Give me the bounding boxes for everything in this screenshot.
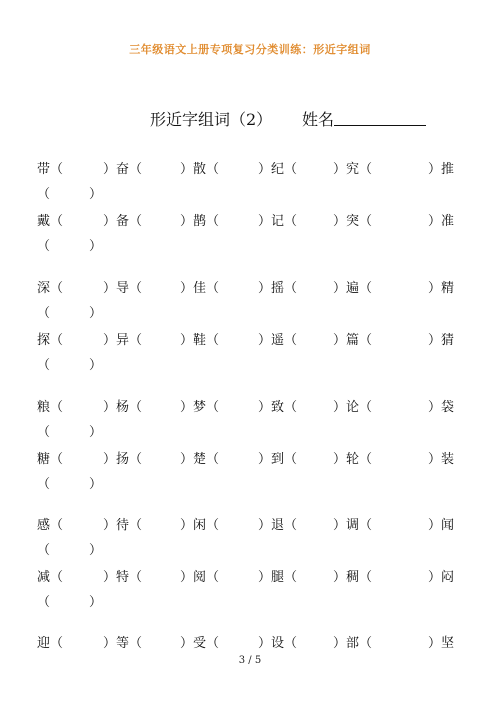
wrapped-blank[interactable]: （ ） — [37, 239, 103, 254]
worksheet-title: 形近字组词（2） — [150, 110, 273, 129]
character-blank[interactable]: ）异（ — [103, 333, 143, 348]
exercise-row — [0, 632, 500, 656]
character-blank[interactable]: 探（ — [37, 333, 64, 348]
character-blank[interactable]: ）准 — [428, 214, 455, 229]
character-blank[interactable]: 糖（ — [37, 452, 64, 467]
character-blank[interactable]: 感（ — [37, 518, 64, 533]
character-blank[interactable]: ）篇（ — [333, 333, 373, 348]
wrapped-blank[interactable]: （ ） — [37, 477, 103, 492]
character-blank[interactable]: ）设（ — [258, 636, 298, 651]
exercise-row — [0, 566, 500, 590]
wrapped-blank[interactable]: （ ） — [37, 425, 103, 440]
character-blank[interactable]: 减（ — [37, 570, 64, 585]
character-blank[interactable]: ）到（ — [258, 452, 298, 467]
character-blank[interactable]: 粮（ — [37, 400, 64, 415]
exercise-row — [0, 514, 500, 538]
document-header: 三年级语文上册专项复习分类训练：形近字组词 — [129, 43, 371, 56]
exercise-row — [0, 210, 500, 234]
character-blank[interactable]: ）备（ — [103, 214, 143, 229]
wrapped-blank[interactable]: （ ） — [37, 306, 103, 321]
character-blank[interactable]: ）猜 — [428, 333, 455, 348]
character-blank[interactable]: ）阅（ — [180, 570, 220, 585]
character-blank[interactable]: ）鞋（ — [180, 333, 220, 348]
name-blank-line[interactable] — [334, 125, 426, 126]
character-blank[interactable]: 戴（ — [37, 214, 64, 229]
wrapped-blank[interactable]: （ ） — [37, 358, 103, 373]
character-blank[interactable]: ）调（ — [333, 518, 373, 533]
character-blank[interactable]: ）梦（ — [180, 400, 220, 415]
character-blank[interactable]: ）精 — [428, 281, 455, 296]
wrapped-blank[interactable]: （ ） — [37, 543, 103, 558]
page-number: 3 / 5 — [238, 655, 262, 666]
wrapped-blank[interactable]: （ ） — [37, 595, 103, 610]
character-blank[interactable]: ）腿（ — [258, 570, 298, 585]
character-blank[interactable]: ）推 — [428, 162, 455, 177]
character-blank[interactable]: ）待（ — [103, 518, 143, 533]
character-blank[interactable]: ）轮（ — [333, 452, 373, 467]
character-blank[interactable]: ）论（ — [333, 400, 373, 415]
character-blank[interactable]: ）致（ — [258, 400, 298, 415]
character-blank[interactable]: ）退（ — [258, 518, 298, 533]
character-blank[interactable]: ）纪（ — [258, 162, 298, 177]
character-blank[interactable]: ）楚（ — [180, 452, 220, 467]
character-blank[interactable]: ）摇（ — [258, 281, 298, 296]
character-blank[interactable]: 深（ — [37, 281, 64, 296]
character-blank[interactable]: 带（ — [37, 162, 64, 177]
character-blank[interactable]: ）受（ — [180, 636, 220, 651]
character-blank[interactable]: ）突（ — [333, 214, 373, 229]
character-blank[interactable]: ）特（ — [103, 570, 143, 585]
character-blank[interactable]: ）装 — [428, 452, 455, 467]
character-blank[interactable]: ）散（ — [180, 162, 220, 177]
name-label: 姓名 — [302, 110, 335, 129]
character-blank[interactable]: ）等（ — [103, 636, 143, 651]
exercise-row — [0, 329, 500, 353]
character-blank[interactable]: ）鹊（ — [180, 214, 220, 229]
exercise-row — [0, 396, 500, 420]
character-blank[interactable]: ）稠（ — [333, 570, 373, 585]
title-row — [0, 103, 500, 131]
character-blank[interactable]: ）杨（ — [103, 400, 143, 415]
character-blank[interactable]: ）佳（ — [180, 281, 220, 296]
wrapped-blank[interactable]: （ ） — [37, 187, 103, 202]
character-blank[interactable]: ）袋 — [428, 400, 455, 415]
character-blank[interactable]: ）导（ — [103, 281, 143, 296]
character-blank[interactable]: ）扬（ — [103, 452, 143, 467]
character-blank[interactable]: ）究（ — [333, 162, 373, 177]
character-blank[interactable]: ）闻 — [428, 518, 455, 533]
character-blank[interactable]: ）坚 — [428, 636, 455, 651]
character-blank[interactable]: ）部（ — [333, 636, 373, 651]
character-blank[interactable]: ）闷 — [428, 570, 455, 585]
character-blank[interactable]: ）记（ — [258, 214, 298, 229]
exercise-row — [0, 158, 500, 182]
exercise-row — [0, 277, 500, 301]
character-blank[interactable]: 迎（ — [37, 636, 64, 651]
character-blank[interactable]: ）奋（ — [103, 162, 143, 177]
character-blank[interactable]: ）闲（ — [180, 518, 220, 533]
character-blank[interactable]: ）遥（ — [258, 333, 298, 348]
exercise-row — [0, 448, 500, 472]
character-blank[interactable]: ）遍（ — [333, 281, 373, 296]
